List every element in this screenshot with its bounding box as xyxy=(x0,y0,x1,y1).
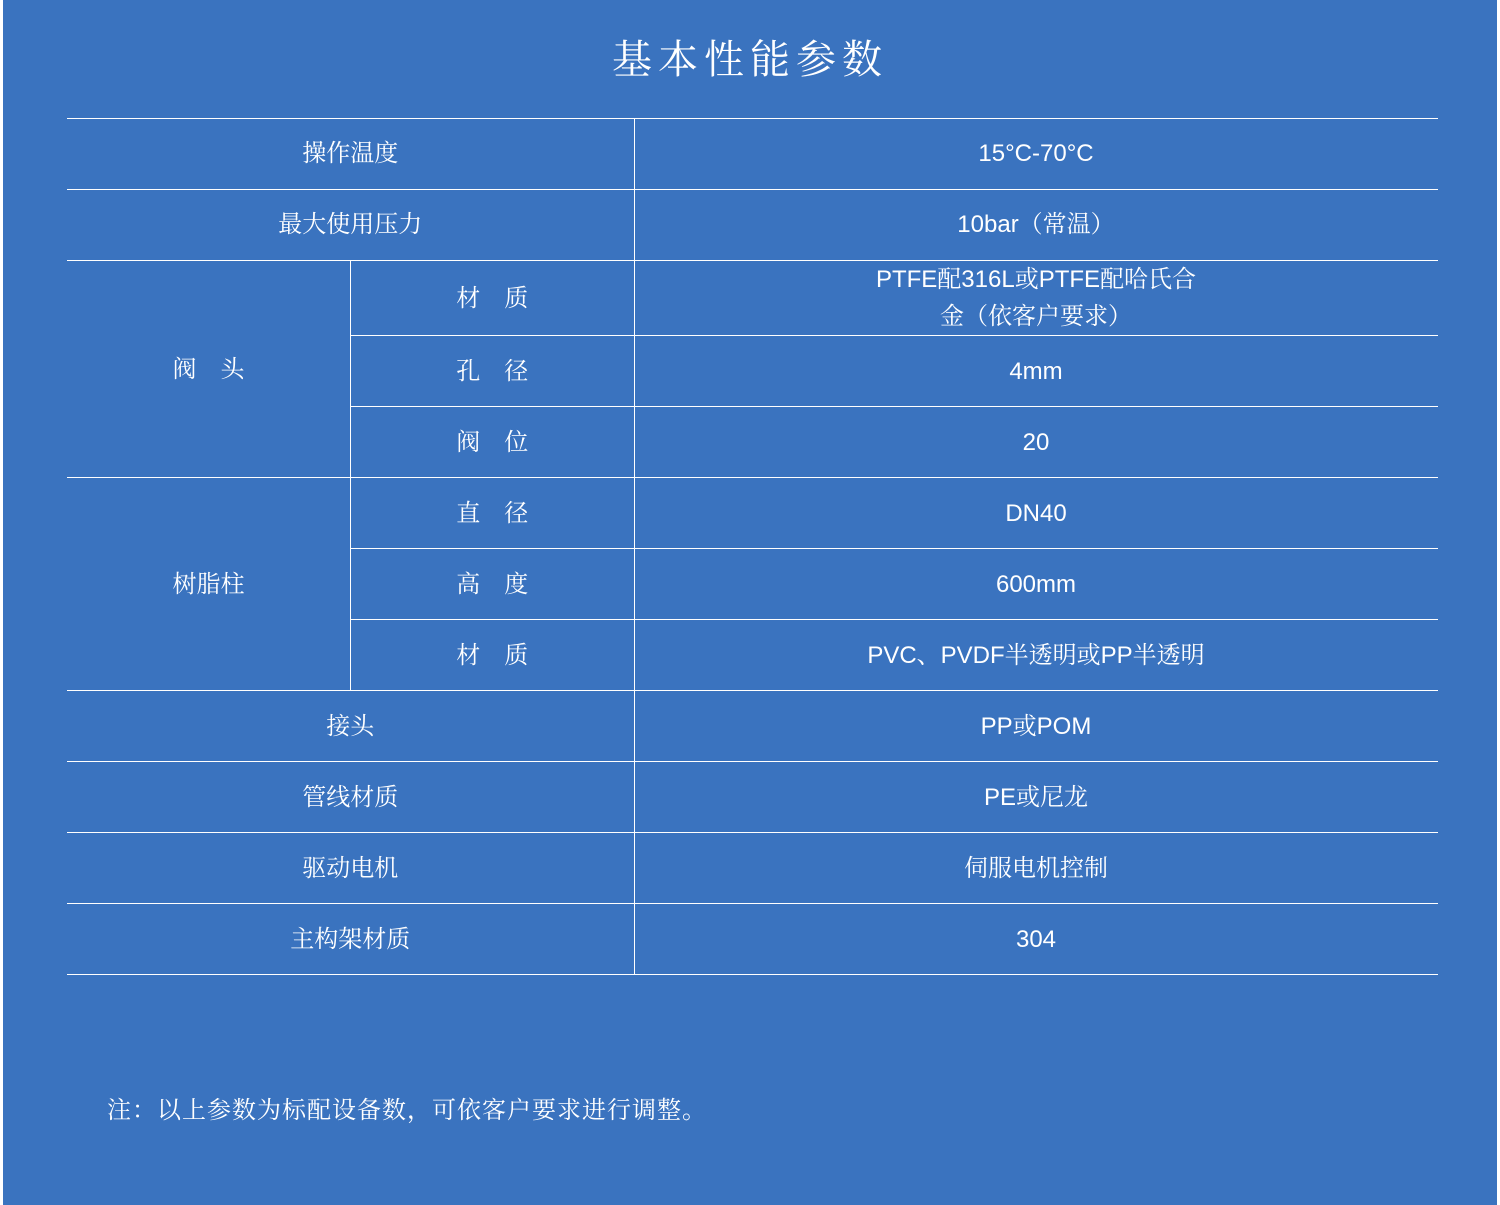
row-label-frame-material: 主构架材质 xyxy=(67,904,634,975)
row-label-max-pressure: 最大使用压力 xyxy=(67,190,634,261)
row-value-resin-diameter: DN40 xyxy=(634,478,1438,549)
table-row xyxy=(67,261,1438,336)
table-row xyxy=(67,904,1438,975)
value-line-1: PTFE配316L或PTFE配哈氏合 xyxy=(875,266,1197,293)
value-line-2: 金（依客户要求） xyxy=(940,303,1132,331)
table-row xyxy=(67,478,1438,549)
specification-table xyxy=(67,118,1438,975)
row-label-operating-temperature: 操作温度 xyxy=(67,119,634,190)
row-label-drive-motor: 驱动电机 xyxy=(67,833,634,904)
row-value-pipeline-material: PE或尼龙 xyxy=(634,762,1438,833)
row-sublabel-valve-head-bore: 孔 径 xyxy=(351,336,635,407)
table-row xyxy=(67,190,1438,261)
row-value-resin-height: 600mm xyxy=(634,549,1438,620)
row-value-drive-motor: 伺服电机控制 xyxy=(634,833,1438,904)
row-value-valve-head-material xyxy=(634,261,1438,336)
group-label-resin-column: 树脂柱 xyxy=(67,478,351,691)
row-value-connector: PP或POM xyxy=(634,691,1438,762)
row-sublabel-resin-material: 材 质 xyxy=(351,620,635,691)
table-row xyxy=(67,691,1438,762)
row-sublabel-resin-height: 高 度 xyxy=(351,549,635,620)
row-label-pipeline-material: 管线材质 xyxy=(67,762,634,833)
row-value-valve-head-positions: 20 xyxy=(634,407,1438,478)
row-value-frame-material: 304 xyxy=(634,904,1438,975)
row-value-resin-material: PVC、PVDF半透明或PP半透明 xyxy=(634,620,1438,691)
table-row xyxy=(67,833,1438,904)
row-value-valve-head-bore: 4mm xyxy=(634,336,1438,407)
row-value-max-pressure: 10bar（常温） xyxy=(634,190,1438,261)
table-footnote: 注：以上参数为标配设备数，可依客户要求进行调整。 xyxy=(107,1097,707,1124)
row-sublabel-valve-head-positions: 阀 位 xyxy=(351,407,635,478)
group-label-valve-head: 阀 头 xyxy=(67,261,351,478)
spec-panel xyxy=(3,0,1497,1205)
row-sublabel-resin-diameter: 直 径 xyxy=(351,478,635,549)
row-label-connector: 接头 xyxy=(67,691,634,762)
page-title: 基本性能参数 xyxy=(612,38,888,82)
row-value-operating-temperature: 15°C-70°C xyxy=(634,119,1438,190)
row-sublabel-valve-head-material: 材 质 xyxy=(351,261,635,336)
table-row xyxy=(67,762,1438,833)
table-row xyxy=(67,119,1438,190)
